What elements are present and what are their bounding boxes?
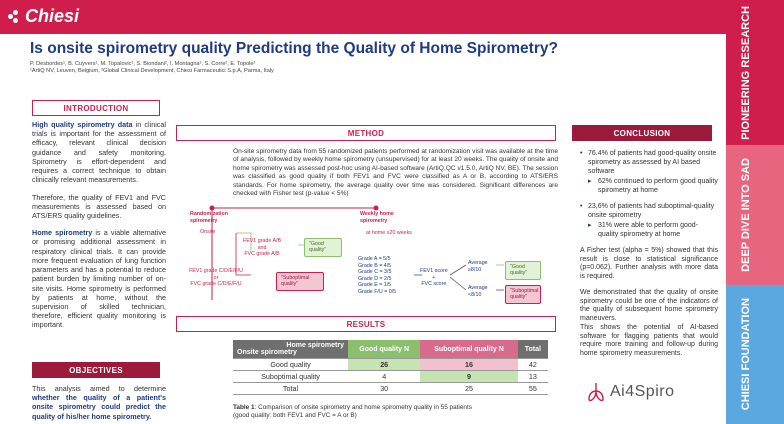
intro-paragraph-2: Therefore, the quality of FEV1 and FVC measurements is assessed based on ATS/ERS quality guidelines. [32, 192, 166, 220]
cell-good: 4 [348, 371, 420, 383]
chiesi-logo [8, 6, 79, 27]
conclusion-bullets [580, 150, 718, 240]
table-header-row [233, 340, 548, 359]
grade-b: Grade B = 4/5 [358, 262, 392, 269]
col-total-header: Total [518, 340, 548, 359]
poster-title: Is onsite spirometry quality Predicting the Quality of Home Spirometry? [30, 40, 558, 57]
grade-f: Grade F/U = 0/5 [358, 289, 397, 296]
flow-subopt-quality-pill: "Suboptimal quality" [276, 272, 324, 291]
flow-good-criteria [243, 238, 281, 258]
flow-and: and [257, 244, 267, 251]
introduction-heading: INTRODUCTION [32, 100, 160, 116]
introduction-text [32, 120, 166, 330]
flow-plus: + [432, 274, 436, 281]
cell-subopt: 16 [420, 359, 517, 371]
objectives-heading: OBJECTIVES [32, 362, 160, 378]
flow-at-home-label: at home ≥20 weeks [366, 230, 412, 236]
flow-fev-bad: FEV1 grade C/D/E/F/U [189, 268, 243, 274]
flow-good-quality-pill: "Good quality" [304, 238, 342, 257]
flow-bad-criteria [180, 268, 252, 288]
author-list: P. Desbordes¹, B. Cuyvers¹, M. Topalovic¹, S. Biondani², I. Montagna², S. Corre², E. Topole² [30, 61, 256, 67]
flow-weekly-label: Weekly home spirometry [360, 211, 394, 224]
lung-icon [586, 381, 606, 403]
row-label: Total [233, 383, 348, 395]
ai4spiro-text: Ai4Spiro [610, 383, 675, 400]
caption-line-1 [233, 404, 472, 412]
flow-score [420, 268, 448, 288]
grade-d: Grade D = 2/5 [358, 275, 392, 282]
conclusion-heading: CONCLUSION [572, 125, 712, 141]
flow-or: or [213, 274, 219, 281]
conclusion-paragraph-3: This shows the potential of AI-based software for flagging patients that would require more training and follow-up during home spirometry measurements. [580, 323, 718, 357]
caption-line-2: (good quality: both FEV1 and FVC = A or B) [233, 412, 357, 419]
cell-total: 42 [518, 359, 548, 371]
flow-fvc-score: FVC score [421, 281, 447, 288]
row-label: Good quality [233, 359, 348, 371]
row-label: Suboptimal quality [233, 371, 348, 383]
flow-fvc-good: FVC grade A/B [244, 251, 280, 258]
logo-text: Chiesi [25, 6, 80, 26]
flow-avg-good: Average ≥8/10 [468, 260, 488, 273]
caption-bold: Table 1 [233, 404, 255, 411]
cell-good: 26 [348, 359, 420, 371]
conclusion-sub-2: ▸ 31% were able to perform good-quality spirometry at home [580, 222, 718, 240]
intro-bold-3: Home spirometry [32, 228, 93, 238]
table-row [233, 359, 548, 371]
stripe-label: CHIESI FOUNDATION [740, 298, 752, 411]
objectives-bold: whether the quality of a patient's onsite spirometry could predict the quality of his/her home spirometry. [32, 393, 166, 421]
intro-rest-3: is a viable alternative or promising additional assessment in respiratory clinical trials. It can provide more frequent evaluation of lung function parameters and has a potential to reduce patient burden by limiting number of on-site visits. Home spirometry is performed by patients at home, without the supervision of skilled technician, therefore, efficient quality monitoring is important. [32, 228, 166, 330]
table-row [233, 383, 548, 395]
cell-total: 55 [518, 383, 548, 395]
intro-rest-1: in clinical trials is important for the assessment of efficacy, relevant clinical decision guidance and safety monitoring. Spirometry is effort-dependent and requires a correct technique to obtain clinically relevant measurements. [32, 120, 166, 185]
table-header-corner [233, 340, 348, 359]
intro-paragraph-3 [32, 228, 166, 329]
table-caption [233, 404, 472, 420]
flow-fev-good: FEV1 grade A/B [243, 238, 281, 244]
logo-dots-icon [8, 10, 22, 24]
col-subopt-header: Suboptimal quality N [420, 340, 517, 359]
flow-fev-score: FEV1 score [420, 268, 448, 274]
cell-subopt: 25 [420, 383, 517, 395]
affiliations: ¹ArtiQ NV, Leuven, Belgium, ²Global Clinical Development, Chiesi Farmaceutici S.p.A, Parma, Italy [30, 68, 274, 75]
grade-a: Grade A = 5/5 [358, 256, 391, 262]
results-table [233, 340, 548, 395]
grade-e: Grade E = 1/5 [358, 282, 392, 289]
cell-total: 13 [518, 371, 548, 383]
conclusion-sub-1: ▸ 62% continued to perform good quality spirometry at home [580, 178, 718, 196]
conclusion-paragraph-2: We demonstrated that the quality of onsite spirometry could be one of the indicators of the quality of subsequent home spirometry maneuvers. [580, 288, 718, 322]
col-home-label: Home spirometry [286, 342, 344, 349]
header-bar [0, 0, 726, 34]
stripe-deep-dive [726, 145, 784, 285]
method-heading: METHOD [176, 125, 556, 141]
results-heading: RESULTS [176, 316, 556, 332]
conclusion-bullet-1: • 76.4% of patients had good-quality onsite spirometry as assessed by AI based software [580, 150, 718, 176]
table-row [233, 371, 548, 383]
intro-paragraph-1 [32, 120, 166, 185]
cell-good: 30 [348, 383, 420, 395]
objectives-text [32, 384, 166, 421]
flow-avg-bad: Average <8/10 [468, 285, 488, 298]
flow-subopt-short-pill: "Suboptimal quality" [505, 285, 541, 304]
grade-c: Grade C = 3/5 [358, 269, 392, 276]
timeline-dot-weekly [374, 206, 379, 211]
flow-grade-list [358, 256, 396, 296]
stripe-label: DEEP DIVE INTO SAD [740, 158, 752, 272]
arrow-score-avg [450, 265, 466, 290]
ai4spiro-logo [586, 381, 674, 403]
flow-onsite-label: Onsite [200, 229, 216, 235]
objectives-lead: This analysis aimed to determine [32, 384, 166, 393]
col-onsite-label: Onsite spirometry [237, 349, 297, 356]
flow-good-short-pill: "Good quality" [505, 261, 541, 280]
flow-randomization-label: Randomization spirometry [190, 211, 228, 224]
flow-fvc-bad: FVC grade C/D/E/F/U [190, 281, 242, 288]
intro-bold-1: High quality spirometry data [32, 120, 133, 129]
stripe-chiesi-foundation [726, 285, 784, 424]
cell-subopt: 9 [420, 371, 517, 383]
col-good-header: Good quality N [348, 340, 420, 359]
conclusion-bullet-2: • 23,6% of patients had suboptimal-quality onsite spirometry [580, 203, 718, 221]
stripe-label: PIONEERING RESEARCH [740, 5, 752, 140]
authors [30, 61, 274, 76]
method-text: On-site spirometry data from 55 randomized patients performed at randomization visit was available at the time of analysis, followed by weekly home spirometry (unsupervised) for at least 20 weeks. The quality of onsite and home spirometry was assessed post-hoc using AI-based software (ArtiQ.QC v1.5.0, ArtiQ NV, BE). The session was classified as good quality if both FEV1 and FVC were classified as A or B, according to ATS/ERS standards. For home spirometry, the average quality over time was considered. Significant differences are checked with Fisher test (p-value < 5%) [233, 148, 558, 198]
conclusion-paragraph-1: A Fisher test (alpha = 5%) showed that this result is close to statistical significance (p=0.062). Further analysis with more data is required. [580, 246, 718, 280]
conclusion-text [580, 150, 718, 359]
stripe-pioneering-research [726, 0, 784, 145]
caption-text: : Comparison of onsite spirometry and home spirometry quality in 55 patients [254, 404, 472, 411]
